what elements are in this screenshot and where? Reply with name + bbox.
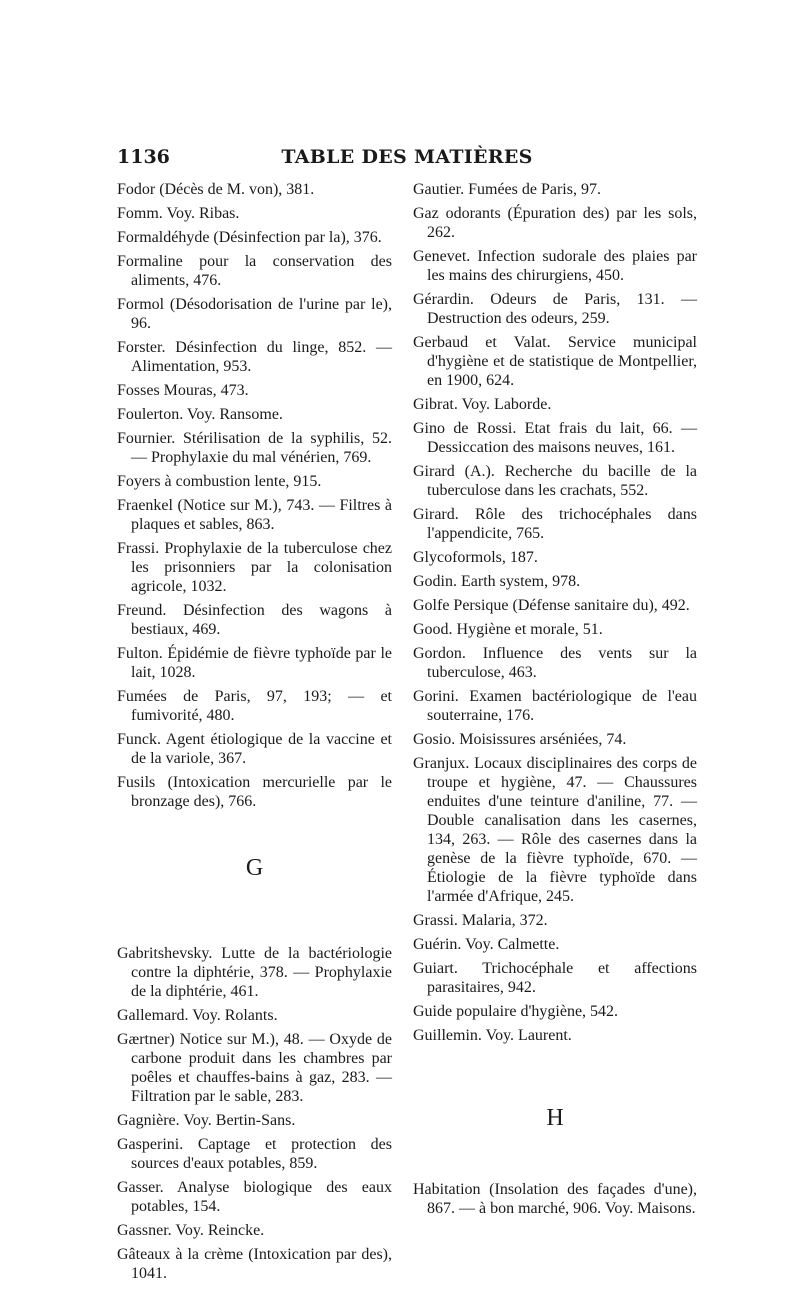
index-entry: Forster. Désinfection du linge, 852. — Alimentation, 953. — [117, 339, 392, 375]
right-column — [413, 180, 697, 1223]
index-entry: Foyers à combustion lente, 915. — [117, 473, 322, 490]
index-entry: Formaldéhyde (Désinfection par la), 376. — [117, 229, 382, 246]
index-entry: Formaline pour la conservation des aliments, 476. — [117, 253, 392, 289]
index-entry: Golfe Persique (Défense sanitaire du), 492. — [413, 597, 690, 614]
index-entry: Guide populaire d'hygiène, 542. — [413, 1003, 619, 1020]
index-entry: Godin. Earth system, 978. — [413, 573, 581, 590]
index-entry: Guiart. Trichocéphale et affections parasitaires, 942. — [413, 960, 697, 996]
index-entry: Frassi. Prophylaxie de la tuberculose chez les prisonniers par la colonisation agricole, 1032. — [117, 540, 392, 595]
index-entry: Fomm. Voy. Ribas. — [117, 205, 240, 222]
running-title: TABLE DES MATIÈRES — [281, 146, 533, 168]
index-entry: Girard. Rôle des trichocéphales dans l'appendicite, 765. — [413, 506, 697, 542]
entries-h — [413, 1180, 697, 1218]
entries-g-right — [413, 180, 697, 1045]
index-entry: Freund. Désinfection des wagons à bestiaux, 469. — [117, 602, 392, 638]
index-entry: Genevet. Infection sudorale des plaies par les mains des chirurgiens, 450. — [413, 248, 697, 284]
index-entry: Gasperini. Captage et protection des sources d'eaux potables, 859. — [117, 1136, 392, 1172]
index-entry: Gaz odorants (Épuration des) par les sols, 262. — [413, 205, 697, 241]
index-entry: Gerbaud et Valat. Service municipal d'hygiène et de statistique de Montpellier, en 1900, 624. — [413, 334, 697, 389]
index-entry: Glycoformols, 187. — [413, 549, 538, 566]
index-entry: Granjux. Locaux disciplinaires des corps de troupe et hygiène, 47. — Chaussures enduites d'une teinture d'aniline, 77. — Double canalisation dans les casernes, 134, 263. — Rôle des casernes dans la genèse de la fièvre typhoïde, 670. — Étiologie de la fièvre typhoïde dans l'armée d'Afrique, 245. — [413, 755, 697, 905]
index-entry: Good. Hygiène et morale, 51. — [413, 621, 603, 638]
index-entry: Fosses Mouras, 473. — [117, 382, 249, 399]
index-entry: Guillemin. Voy. Laurent. — [413, 1027, 572, 1044]
section-letter-h: H — [546, 1105, 564, 1131]
index-entry: Gabritshevsky. Lutte de la bactériologie contre la diphtérie, 378. — Prophylaxie de la diphtérie, 461. — [117, 945, 392, 1000]
left-column — [117, 180, 392, 1288]
index-entry: Gordon. Influence des vents sur la tuberculose, 463. — [413, 645, 697, 681]
index-entry: Gino de Rossi. Etat frais du lait, 66. — Dessiccation des maisons neuves, 161. — [413, 420, 697, 456]
page-header — [117, 146, 697, 176]
index-entry: Gagnière. Voy. Bertin-Sans. — [117, 1112, 296, 1129]
index-entry: Gasser. Analyse biologique des eaux potables, 154. — [117, 1179, 392, 1215]
index-entry: Gærtner) Notice sur M.), 48. — Oxyde de carbone produit dans les chambres par poêles et chauffes-bains à gaz, 283. — Filtration par le sable, 283. — [117, 1031, 392, 1105]
index-entry: Foulerton. Voy. Ransome. — [117, 406, 283, 423]
index-entry: Guérin. Voy. Calmette. — [413, 936, 560, 953]
index-entry: Gérardin. Odeurs de Paris, 131. — Destruction des odeurs, 259. — [413, 291, 697, 327]
index-entry: Fumées de Paris, 97, 193; — et fumivorité, 480. — [117, 688, 392, 724]
index-entry: Gassner. Voy. Reincke. — [117, 1222, 265, 1239]
index-entry: Fraenkel (Notice sur M.), 743. — Filtres à plaques et sables, 863. — [117, 497, 392, 533]
section-letter-g: G — [245, 855, 264, 881]
index-entry: Gosio. Moisissures arséniées, 74. — [413, 731, 627, 748]
index-entry: Fusils (Intoxication mercurielle par le bronzage des), 766. — [117, 774, 392, 810]
index-entry: Girard (A.). Recherche du bacille de la tuberculose dans les crachats, 552. — [413, 463, 697, 499]
index-entry: Habitation (Insolation des façades d'une), 867. — à bon marché, 906. Voy. Maisons. — [413, 1181, 697, 1217]
index-entry: Funck. Agent étiologique de la vaccine et de la variole, 367. — [117, 731, 392, 767]
index-entry: Formol (Désodorisation de l'urine par le), 96. — [117, 296, 392, 332]
index-entry: Fulton. Épidémie de fièvre typhoïde par le lait, 1028. — [117, 645, 392, 681]
index-entry: Grassi. Malaria, 372. — [413, 912, 548, 929]
index-entry: Gautier. Fumées de Paris, 97. — [413, 181, 601, 198]
index-entry: Fodor (Décès de M. von), 381. — [117, 181, 315, 198]
index-entry: Gallemard. Voy. Rolants. — [117, 1007, 278, 1024]
index-entry: Gorini. Examen bactériologique de l'eau souterraine, 176. — [413, 688, 697, 724]
index-entry: Gibrat. Voy. Laborde. — [413, 396, 552, 413]
page-number: 1136 — [117, 146, 170, 168]
entries-f — [117, 180, 392, 811]
index-entry: Gâteaux à la crème (Intoxication par des), 1041. — [117, 1246, 392, 1282]
entries-g-left — [117, 944, 392, 1283]
index-entry: Fournier. Stérilisation de la syphilis, 52. — Prophylaxie du mal vénérien, 769. — [117, 430, 392, 466]
